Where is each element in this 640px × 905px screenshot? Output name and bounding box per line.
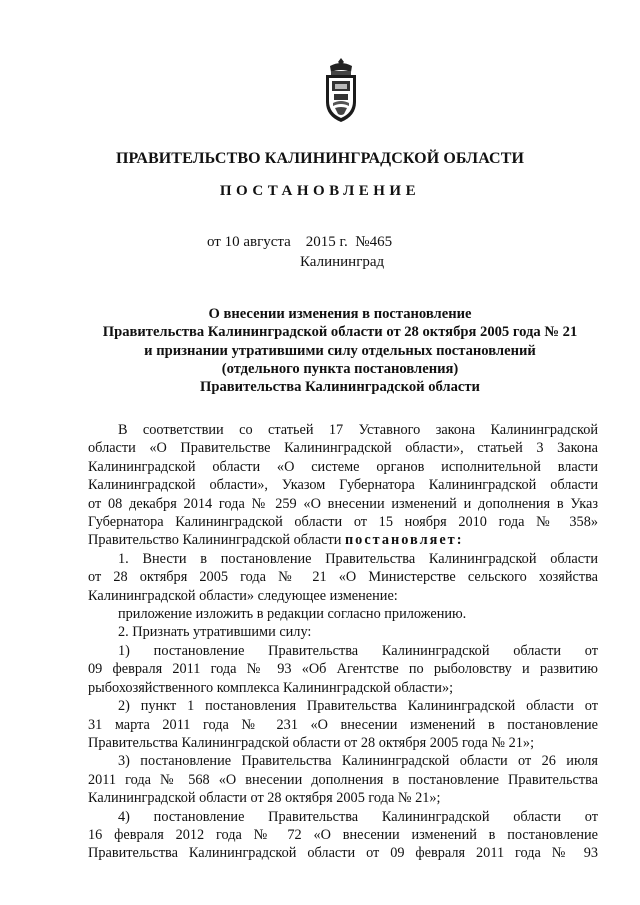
title-line: Правительства Калининградской области (200, 379, 480, 396)
item-1-paragraph (88, 550, 598, 605)
item-1-text (88, 605, 598, 623)
decree-date-number (207, 234, 392, 251)
body-line: 2. Признать утратившими силу: (118, 624, 312, 641)
decree-city: Калининград (300, 254, 385, 270)
body-line: рыбохозяйственного комплекса Калининградской области»; (88, 679, 454, 696)
subitem-1 (88, 642, 598, 697)
body-line: 31 марта 2011 года № 231 «О внесении изменений в постановление (88, 716, 598, 733)
body-text: Правительство Калининградской области (88, 532, 345, 549)
body-line: 16 февраля 2012 года № 72 «О внесении изменений в постановление (88, 826, 598, 843)
body-line: Калининградской области» следующее изменение: (88, 587, 398, 604)
coat-of-arms-icon (322, 56, 360, 124)
decree-date-text: от 10 августа 2015 г. №465 (207, 234, 393, 250)
body-line: приложение изложить в редакции согласно приложению. (118, 606, 467, 623)
preamble-paragraph (88, 421, 598, 550)
title-line: и признании утратившими силу отдельных постановлений (144, 342, 536, 359)
body-line: от 08 декабря 2014 года № 259 «О внесении изменений и дополнения в Указ (88, 495, 598, 512)
subitem-2 (88, 697, 598, 752)
body-line: Калининградской области», Указом Губернатора Калининградской области (88, 477, 598, 494)
body-line: области «О Правительстве Калининградской области», статьей 3 Закона (88, 440, 598, 457)
body-line: Правительства Калининградской области от 09 февраля 2011 года № 93 (88, 845, 598, 862)
subitem-4 (88, 808, 598, 863)
title-line: О внесении изменения в постановление (208, 306, 472, 322)
item-2-heading (88, 623, 598, 641)
body-line: от 28 октября 2005 года № 21 «О Министерстве сельского хозяйства (88, 569, 598, 586)
body-line: 2) пункт 1 постановления Правительства Калининградской области от (118, 698, 598, 715)
government-heading: ПРАВИТЕЛЬСТВО КАЛИНИНГРАДСКОЙ ОБЛАСТИ (115, 150, 525, 167)
body-line: Калининградской области «О системе органов исполнительной власти (88, 458, 598, 475)
document-type-heading: ПОСТАНОВЛЕНИЕ (219, 183, 421, 199)
subitem-3 (88, 752, 598, 807)
body-line: 1. Внести в постановление Правительства Калининградской области (118, 550, 598, 567)
body-line: 4) постановление Правительства Калининградской области от (118, 808, 598, 825)
body-line: 2011 года № 568 «О внесении дополнения в постановление Правительства (88, 771, 598, 788)
body-line: В соответствии со статьей 17 Уставного закона Калининградской (118, 422, 598, 438)
body-line: 1) постановление Правительства Калининградской области от (118, 642, 598, 659)
decree-keyword: постановляет: (344, 532, 464, 549)
body-line: 3) постановление Правительства Калининградской области от 26 июля (118, 753, 598, 770)
title-line: Правительства Калининградской области от 28 октября 2005 года № 21 (102, 324, 578, 341)
body-line (88, 531, 598, 549)
decree-title (40, 305, 640, 396)
body-line: 09 февраля 2011 года № 93 «Об Агентстве по рыболовству и развитию (88, 661, 598, 678)
title-line: (отдельного пункта постановления) (221, 360, 459, 377)
body-line: Губернатора Калининградской области от 15 ноября 2010 года № 358» (88, 514, 598, 531)
decree-body (88, 421, 598, 863)
body-line: Правительства Калининградской области от 28 октября 2005 года № 21»; (88, 734, 535, 751)
body-line: Калининградской области от 28 октября 2005 года № 21»; (88, 790, 441, 807)
